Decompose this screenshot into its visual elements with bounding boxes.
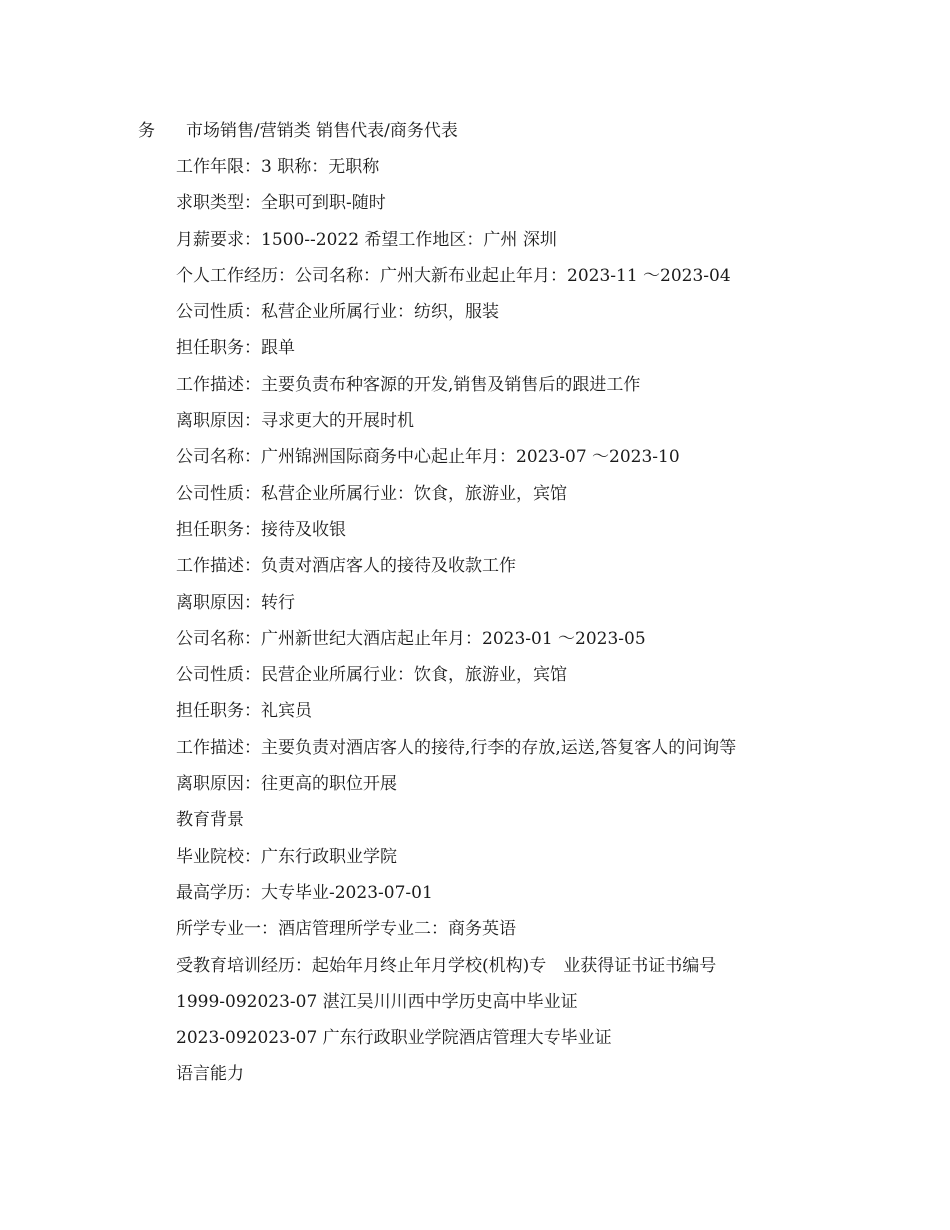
text-line: 毕业院校：广东行政职业学院 (176, 846, 397, 867)
text-line: 公司性质：私营企业所属行业：饮食，旅游业，宾馆 (176, 483, 567, 504)
resume-lines (176, 156, 736, 1100)
text-line: 担任职务：接待及收银 (176, 519, 346, 540)
text-line: 工作描述：主要负责布种客源的开发,销售及销售后的跟进工作 (176, 374, 641, 395)
text-line: 公司名称：广州新世纪大酒店起止年月：2023-01 ～2023-05 (176, 628, 646, 649)
job-category-lead: 务 (138, 121, 155, 141)
text-line: 1999-092023-07 湛江吴川川西中学历史高中毕业证 (176, 991, 578, 1012)
text-line: 受教育培训经历：起始年月终止年月学校(机构)专 业获得证书证书编号 (176, 955, 717, 976)
text-line: 离职原因：转行 (176, 592, 295, 613)
text-line: 求职类型：全职可到职-随时 (176, 193, 386, 214)
text-line: 公司名称：广州锦洲国际商务中心起止年月：2023-07 ～2023-10 (176, 447, 680, 468)
text-line: 离职原因：寻求更大的开展时机 (176, 411, 414, 432)
text-line: 所学专业一：酒店管理所学专业二：商务英语 (176, 919, 516, 940)
text-line: 个人工作经历：公司名称：广州大新布业起止年月：2023-11 ～2023-04 (176, 265, 731, 286)
text-line: 工作年限：3 职称：无职称 (176, 157, 380, 177)
job-category-line (138, 120, 458, 142)
section-heading: 教育背景 (176, 810, 244, 831)
text-line: 月薪要求：1500--2022 希望工作地区：广州 深圳 (176, 229, 557, 250)
text-line: 担任职务：礼宾员 (176, 701, 312, 722)
text-line: 2023-092023-07 广东行政职业学院酒店管理大专毕业证 (176, 1028, 612, 1049)
text-line: 公司性质：民营企业所属行业：饮食，旅游业，宾馆 (176, 665, 567, 686)
text-line: 工作描述：主要负责对酒店客人的接待,行李的存放,运送,答复客人的问询等 (176, 737, 737, 758)
text-line: 公司性质：私营企业所属行业：纺织，服装 (176, 302, 499, 323)
job-category-text: 市场销售/营销类 销售代表/商务代表 (186, 121, 458, 141)
text-line: 担任职务：跟单 (176, 338, 295, 359)
text-line: 离职原因：往更高的职位开展 (176, 774, 397, 795)
text-line: 最高学历：大专毕业-2023-07-01 (176, 882, 433, 903)
text-line: 工作描述：负责对酒店客人的接待及收款工作 (176, 556, 516, 577)
section-heading: 语言能力 (176, 1064, 244, 1085)
